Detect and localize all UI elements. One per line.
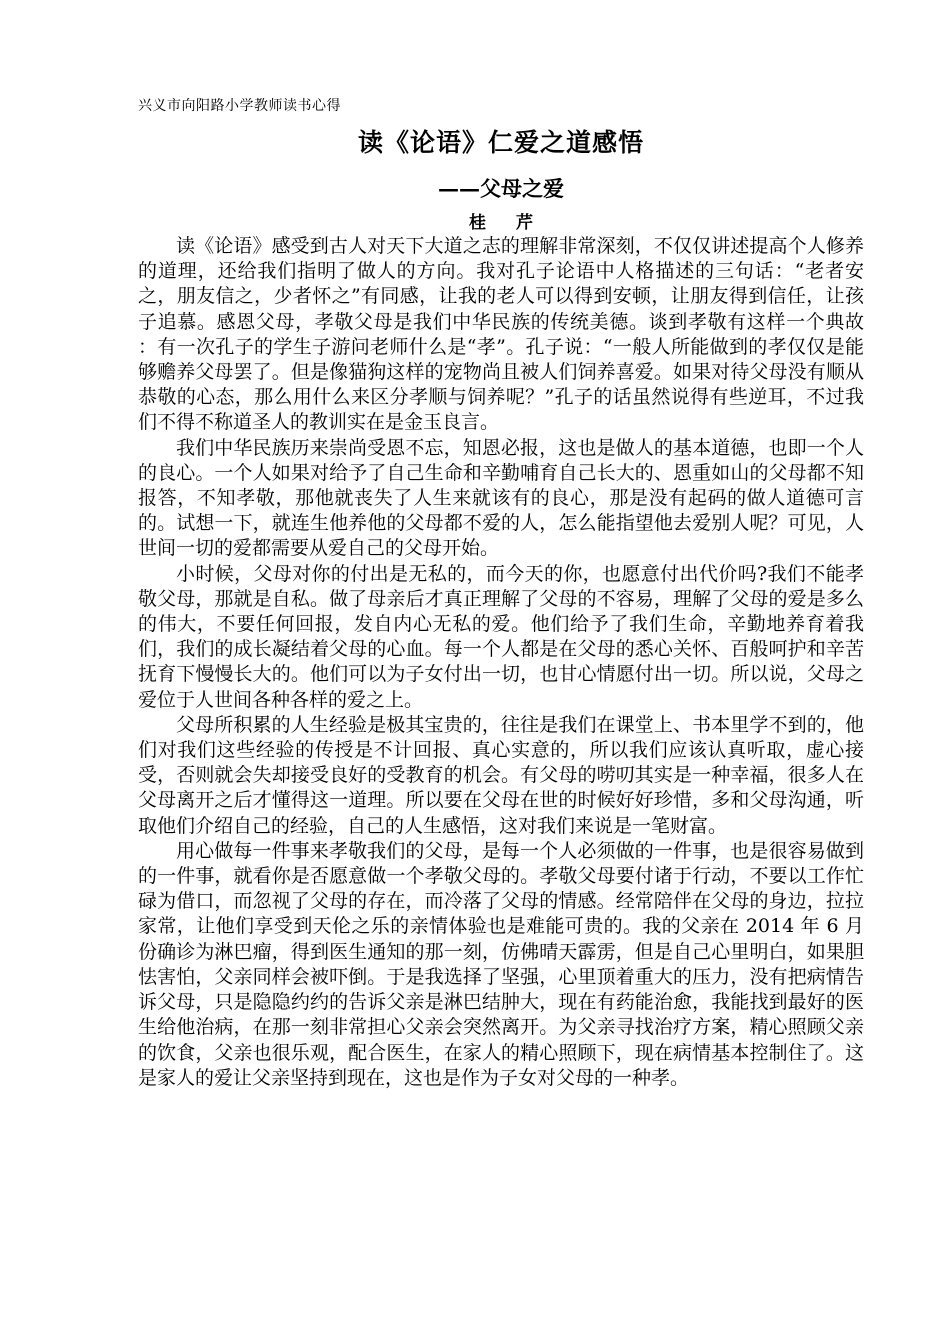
author-name: 桂 芹: [469, 213, 545, 233]
document-title: 读《论语》仁爱之道感悟: [357, 128, 644, 157]
paragraph-3: 小时候，父母对你的付出是无私的，而今天的你，也愿意付出代价吗?我们不能孝敬父母，那就是自私。做了母亲后才真正理解了父母的不容易，理解了父母的爱是多么的伟大，不要任何回报，发自内心无私的爱。他们给予了我们生命，辛勤地养育着我们，我们的成长凝结着父母的心血。每一个人都是在父母的悉心关怀、百般呵护和辛苦抚育下慢慢长大的。他们可以为子女付出一切，也甘心情愿付出一切。所以说，父母之爱位于人世间各种各样的爱之上。: [138, 562, 864, 711]
paragraph-4: 父母所积累的人生经验是极其宝贵的，往往是我们在课堂上、书本里学不到的，他们对我们这些经验的传授是不计回报、真心实意的，所以我们应该认真听取，虚心接受，否则就会失却接受良好的受教育的机会。有父母的唠叨其实是一种幸福，很多人在父母离开之后才懂得这一道理。所以要在父母在世的时候好好珍惜，多和父母沟通，听取他们介绍自己的经验，自己的人生感悟，这对我们来说是一笔财富。: [138, 713, 864, 837]
document-page: [138, 96, 864, 1091]
paragraph-1: 读《论语》感受到古人对天下大道之志的理解非常深刻，不仅仅讲述提高个人修养的道理，还给我们指明了做人的方向。我对孔子论语中人格描述的三句话：“老者安之，朋友信之，少者怀之”有同感，让我的老人可以得到安顿，让朋友得到信任，让孩子追慕。感恩父母，孝敬父母是我们中华民族的传统美德。谈到孝敬有这样一个典故 ：有一次孔子的学生子游问老师什么是“孝”。孔子说：“一般人所能做到的孝仅仅是能够赡养父母罢了。但是像猫狗这样的宠物尚且被人们饲养喜爱。如果对待父母没有顺从恭敬的心态，那么用什么来区分孝顺与饲养呢？”孔子的话虽然说得有些逆耳，不过我们不得不称道圣人的教训实在是金玉良言。: [138, 235, 864, 434]
document-subtitle: ——父母之爱: [438, 176, 564, 201]
paragraph-2: 我们中华民族历来崇尚受恩不忘，知恩必报，这也是做人的基本道德，也即一个人的良心。一个人如果对给予了自己生命和辛勤哺育自己长大的、恩重如山的父母都不知报答，不知孝敬，那他就丧失了人生来就该有的良心，那是没有起码的做人道德可言的。试想一下，就连生他养他的父母都不爱的人，怎么能指望他去爱别人呢？可见，人世间一切的爱都需要从爱自己的父母开始。: [138, 436, 864, 560]
header-note: 兴义市向阳路小学教师读书心得: [138, 98, 341, 114]
paragraph-5: 用心做每一件事来孝敬我们的父母，是每一个人必须做的一件事，也是很容易做到的一件事，就看你是否愿意做一个孝敬父母的。孝敬父母要付诸于行动，不要以工作忙碌为借口，而忽视了父母的存在，而冷落了父母的情感。经常陪伴在父母的身边，拉拉家常，让他们享受到天伦之乐的亲情体验也是难能可贵的。我的父亲在 2014 年 6 月份确诊为淋巴瘤，得到医生通知的那一刻，仿佛晴天霹雳，但是自己心里明白，如果胆怯害怕，父亲同样会被吓倒。于是我选择了坚强，心里顶着重大的压力，没有把病情告诉父母，只是隐隐约约的告诉父亲是淋巴结肿大，现在有药能治愈，我能找到最好的医生给他治病，在那一刻非常担心父亲会突然离开。为父亲寻找治疗方案，精心照顾父亲的饮食，父亲也很乐观，配合医生，在家人的精心照顾下，现在病情基本控制住了。这是家人的爱让父亲坚持到现在，这也是作为子女对父母的一种孝。: [138, 839, 864, 1089]
